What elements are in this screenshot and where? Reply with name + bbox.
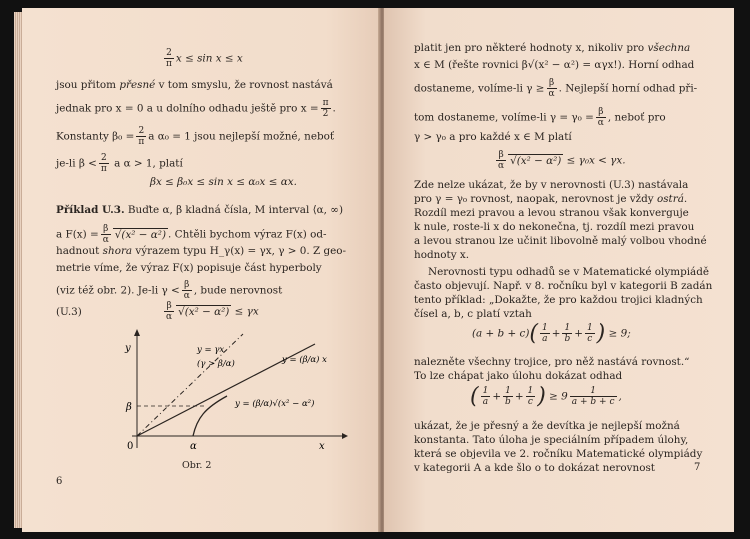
- text-line: x ∈ M (řešte rovnici β√(x² − α²) = αγx!). Horní odhad: [414, 59, 695, 71]
- equation-label: (U.3): [56, 306, 82, 318]
- formula-sin-bounds: $\frac{2}{\pi}$ x ≤ sin x ≤ x: [166, 48, 243, 69]
- text-line: jsou přitom přesné v tom smyslu, že rovnost nastává: [56, 79, 333, 91]
- text-line: jednak pro x = 0 a u dolního odhadu ještě pro x = $\frac{\pi}{2}$ .: [56, 98, 336, 119]
- example-heading: Příklad U.3. Buďte α, β kladná čísla, M interval ⟨α, ∞): [56, 204, 343, 216]
- gamma-line: [137, 334, 243, 436]
- asymptote-label: y = (β/α) x: [282, 355, 327, 365]
- hyperbola-curve: [193, 396, 227, 436]
- fraction: $\frac{\beta}{\alpha}$: [597, 107, 604, 128]
- inequality-chain: βx ≤ β₀x ≤ sin x ≤ α₀x ≤ αx.: [150, 176, 297, 188]
- right-page: [384, 8, 734, 532]
- fraction: $\frac{\beta}{\alpha}$: [166, 301, 173, 322]
- equation-u3: $\frac{\beta}{\alpha}$ √(x² − α²) ≤ γx: [166, 301, 259, 322]
- text-line: Rozdíl mezi pravou a levou stranou však konverguje: [414, 207, 689, 219]
- figure-caption: Obr. 2: [182, 460, 212, 471]
- fraction: $\frac{2}{\pi}$: [166, 48, 172, 69]
- gamma-line-label: y = γx: [197, 345, 225, 355]
- text-line: Konstanty β₀ = $\frac{2}{\pi}$ a α₀ = 1 jsou nejlepší možné, neboť: [56, 126, 335, 147]
- fraction: $\frac{\pi}{2}$: [322, 98, 329, 119]
- x-axis-label: x: [319, 441, 325, 452]
- text-line: Nerovnosti typu odhadů se v Matematické olympiádě: [428, 266, 710, 278]
- y-axis-arrow: [134, 329, 140, 336]
- x-axis-arrow: [342, 433, 348, 439]
- gamma-condition-label: (γ > β/α): [197, 359, 235, 369]
- text-line: v kategorii A a kde šlo o to dokázat nerovnost: [414, 462, 655, 474]
- text-line: tento příklad: „Dokažte, že pro každou trojici kladných: [414, 294, 703, 306]
- text-line: platit jen pro některé hodnoty x, nikoliv pro všechna: [414, 42, 691, 54]
- fraction: $\frac{2}{\pi}$: [138, 126, 145, 147]
- text-line: často objevují. Např. v 8. ročníku byl v kategorii B zadán: [414, 280, 713, 292]
- text-line: která se objevila ve 2. ročníku Matematické olympiády: [414, 448, 703, 460]
- fraction: $\frac{\beta}{\alpha}$: [498, 150, 505, 171]
- left-page: [22, 8, 380, 532]
- fraction: $\frac{\beta}{\alpha}$: [183, 280, 190, 301]
- y-axis-label: y: [125, 343, 131, 354]
- text-line: dostaneme, volíme-li γ ≥ $\frac{\beta}{\alpha}$ . Nejlepší horní odhad při-: [414, 78, 698, 99]
- text-line: k nule, roste-li x do nekonečna, tj. rozdíl mezi pravou: [414, 221, 695, 233]
- page-number: 7: [694, 462, 701, 473]
- page-number: 6: [56, 476, 63, 487]
- text-line: hadnout shora výrazem typu H_γ(x) = γx, γ > 0. Z geo-: [56, 245, 347, 257]
- fraction: $\frac{\beta}{\alpha}$: [102, 224, 109, 245]
- text-line: hodnoty x.: [414, 249, 470, 261]
- text-line: ukázat, že je přesný a že devítka je nejlepší možná: [414, 420, 680, 432]
- page-edges: [14, 12, 22, 528]
- text-line: To lze chápat jako úlohu dokázat odhad: [414, 370, 623, 382]
- text-line: je-li β < $\frac{2}{\pi}$ a α > 1, platí: [56, 153, 183, 174]
- text-line: nalezněte všechny trojice, pro něž nastává rovnost.“: [414, 356, 690, 368]
- origin-label: 0: [127, 441, 134, 452]
- fraction: $\frac{\beta}{\alpha}$: [548, 78, 555, 99]
- text-line: tom dostaneme, volíme-li γ = γ₀ = $\frac{\beta}{\alpha}$ , neboť pro: [414, 107, 666, 128]
- text-line: a F(x) = $\frac{\beta}{\alpha}$ √(x² − α²) . Chtěli bychom výraz F(x) od-: [56, 224, 327, 245]
- text-line: metrie víme, že výraz F(x) popisuje část hyperboly: [56, 262, 322, 274]
- text-line: konstanta. Tato úloha je speciálním případem úlohy,: [414, 434, 689, 446]
- hyperbola-label: y = (β/α)√(x² − α²): [235, 399, 315, 409]
- beta-label: β: [126, 402, 132, 413]
- text-line: Zde nelze ukázat, že by v nerovnosti (U.3) nastávala: [414, 179, 689, 191]
- text-line: pro γ = γ₀ rovnost, naopak, nerovnost je vždy ostrá.: [414, 193, 688, 205]
- text-line: čísel a, b, c platí vztah: [414, 308, 532, 320]
- text-line: (viz též obr. 2). Je-li γ < $\frac{\beta}{\alpha}$ , bude nerovnost: [56, 280, 283, 301]
- equation-estimate: $\frac{\beta}{\alpha}$ √(x² − α²) ≤ γ₀x < γx.: [498, 150, 626, 171]
- text-line: a levou stranou lze učinit libovolně malý volbou vhodné: [414, 235, 707, 247]
- figure-hyperbola: [117, 326, 357, 456]
- equation-estimate-abc: ( $\frac{1}{a}$ + $\frac{1}{b}$ + $\frac{1}{c}$ ) ≥ 9 $\frac{1}{a + b + c}$ ,: [470, 384, 622, 409]
- alpha-label: α: [190, 441, 197, 452]
- equation-abc: (a + b + c)( $\frac{1}{a}$ + $\frac{1}{b}$ + $\frac{1}{c}$ ) ≥ 9;: [472, 321, 631, 346]
- fraction: $\frac{2}{\pi}$: [100, 153, 107, 174]
- text-line: γ > γ₀ a pro každé x ∈ M platí: [414, 131, 572, 143]
